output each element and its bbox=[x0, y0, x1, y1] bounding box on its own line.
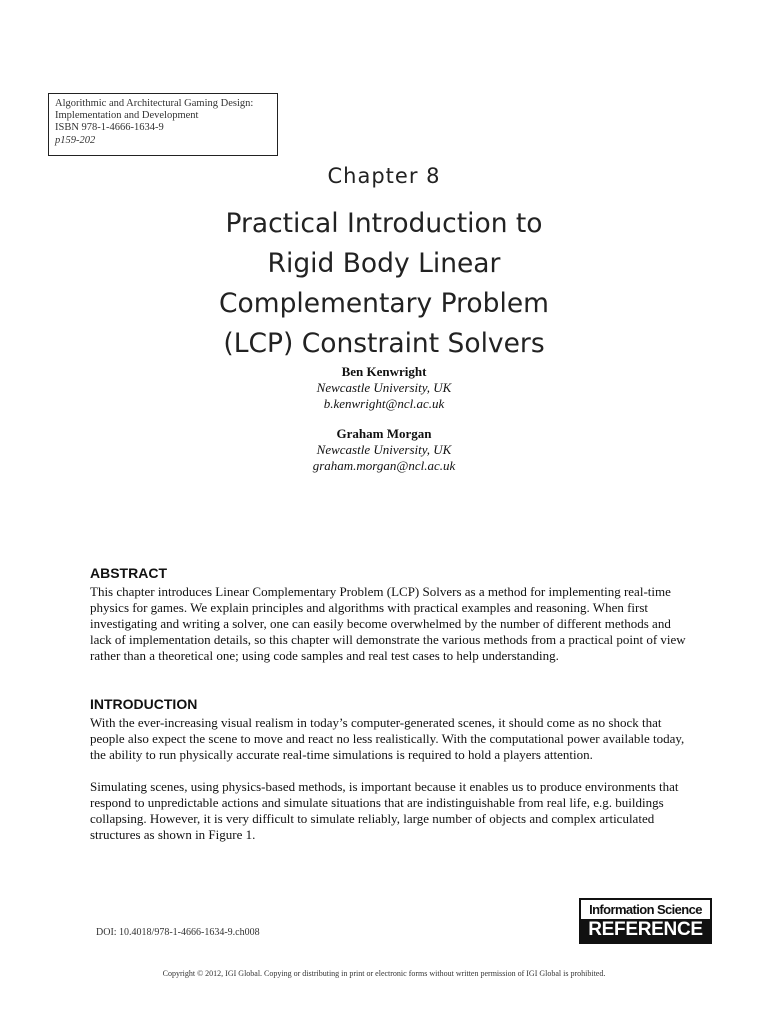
abstract-heading: ABSTRACT bbox=[90, 565, 167, 581]
abstract-section bbox=[90, 565, 690, 664]
logo-bottom-text: REFERENCE bbox=[581, 919, 710, 942]
publisher-logo bbox=[579, 898, 712, 944]
doi: DOI: 10.4018/978-1-4666-1634-9.ch008 bbox=[96, 927, 260, 938]
author-name: Graham Morgan bbox=[336, 426, 432, 441]
title-line: Practical Introduction to bbox=[225, 208, 543, 239]
author-block bbox=[0, 426, 768, 474]
title-line: Rigid Body Linear bbox=[267, 248, 501, 279]
book-title-line2: Implementation and Development bbox=[55, 110, 199, 122]
logo-top-text: Information Science bbox=[581, 900, 710, 919]
isbn: ISBN 978-1-4666-1634-9 bbox=[55, 122, 164, 134]
title-line: Complementary Problem bbox=[219, 288, 549, 319]
author-email[interactable]: b.kenwright@ncl.ac.uk bbox=[323, 396, 445, 411]
introduction-section bbox=[90, 696, 690, 843]
author-email[interactable]: graham.morgan@ncl.ac.uk bbox=[312, 458, 456, 473]
chapter-label: Chapter 8 bbox=[327, 164, 441, 188]
author-list bbox=[0, 364, 768, 488]
chapter-title bbox=[150, 204, 618, 364]
citation-box bbox=[48, 93, 278, 156]
copyright-notice: Copyright © 2012, IGI Global. Copying or distributing in print or electronic forms without written permission of IGI Global is prohibited. bbox=[162, 969, 606, 978]
page-range: p159-202 bbox=[55, 134, 96, 146]
book-title-line1: Algorithmic and Architectural Gaming Design: bbox=[55, 98, 254, 109]
author-affiliation: Newcastle University, UK bbox=[316, 380, 452, 395]
author-name: Ben Kenwright bbox=[341, 364, 427, 379]
introduction-paragraph: With the ever-increasing visual realism in today’s computer-generated scenes, it should come as no shock that people also expect the scene to move and react no less realistically. With the computational power available today, the ability to run physically accurate real-time simulations is required to hold a players attention. bbox=[90, 715, 685, 762]
introduction-heading: INTRODUCTION bbox=[90, 696, 198, 712]
title-line: (LCP) Constraint Solvers bbox=[223, 328, 545, 359]
author-block bbox=[0, 364, 768, 412]
abstract-text: This chapter introduces Linear Complementary Problem (LCP) Solvers as a method for implementing real-time physics for games. We explain principles and algorithms with practical examples and reasoning. When first investigating and writing a solver, one can easily become overwhelmed by the number of different methods and lack of implementation details, so this chapter will demonstrate the various methods from a practical point of view rather than a theoretical one; using code samples and real test cases to help understanding. bbox=[90, 584, 686, 663]
author-affiliation: Newcastle University, UK bbox=[316, 442, 452, 457]
introduction-paragraph: Simulating scenes, using physics-based methods, is important because it enables us to produce environments that respond to unpredictable actions and simulate situations that are indistinguishable from real life, e.g. buildings collapsing. However, it is very difficult to simulate reliably, large number of objects and complex articulated structures as shown in Figure 1. bbox=[90, 779, 679, 842]
